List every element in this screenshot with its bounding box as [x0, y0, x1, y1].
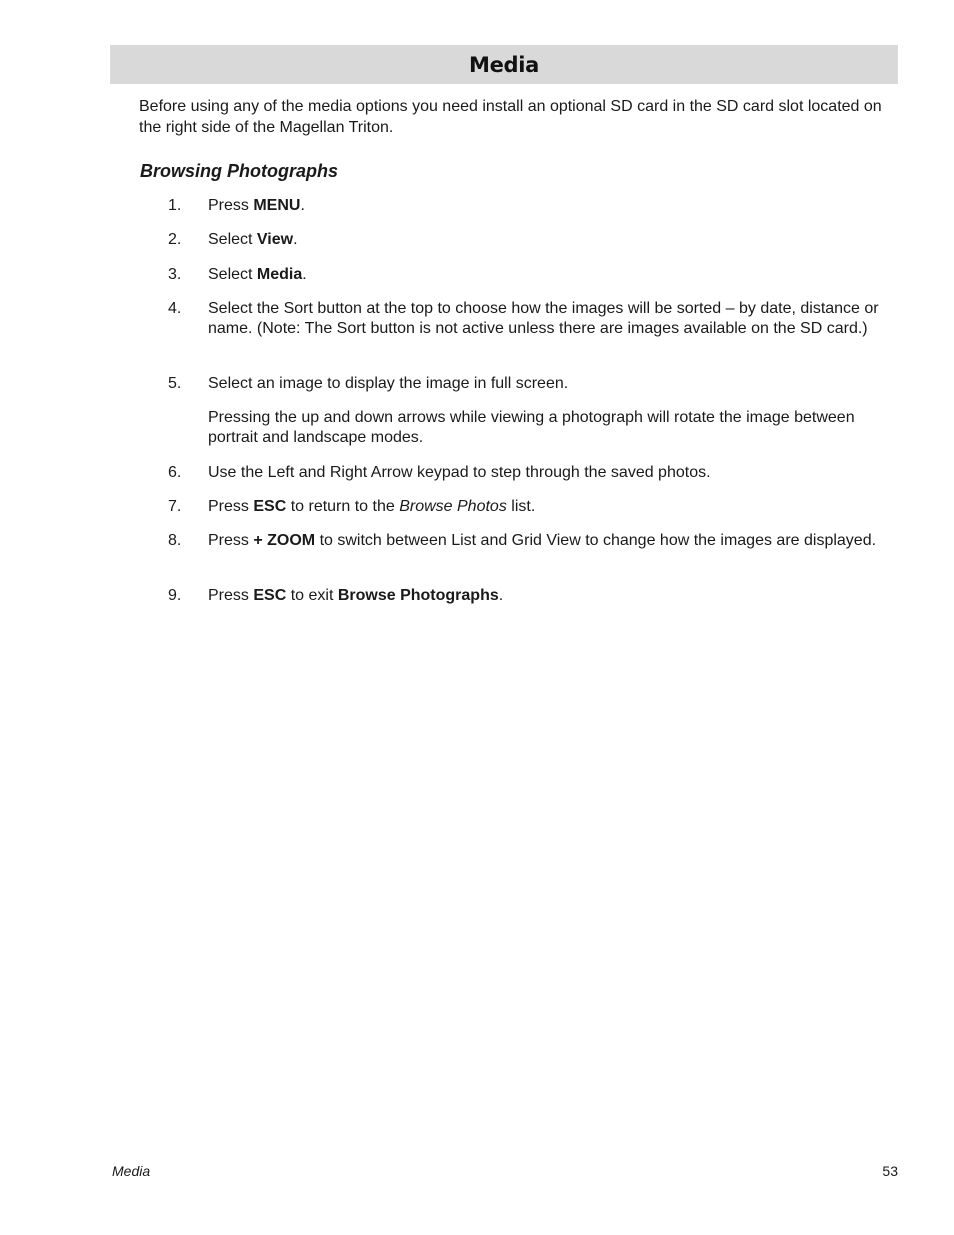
step-text: [208, 230, 898, 250]
subheading: Browsing Photographs: [140, 161, 338, 181]
step-text-segment: to return to the: [286, 498, 400, 515]
footer-section-name: Media: [112, 1163, 151, 1179]
step-text: [208, 531, 898, 551]
step-text-segment: .: [300, 197, 305, 214]
step-number: 8.: [168, 532, 182, 549]
step-text-segment: .: [293, 231, 298, 248]
step-text-segment: Press: [208, 498, 254, 515]
step-number: 5.: [168, 375, 182, 392]
step-number: 1.: [168, 197, 182, 214]
step-text: [208, 463, 898, 483]
step-text-segment: Select the Sort button at the top to choose how the images will be sorted – by date, distance or name. (Note: The Sort button is not active unless there are images available on the SD card.): [208, 300, 879, 337]
step-text-segment: to exit: [286, 587, 338, 604]
step-text-segment: Select: [208, 231, 257, 248]
step-text: [208, 299, 898, 339]
step-number: 4.: [168, 300, 182, 317]
italic-term: Browse Photos: [399, 498, 507, 515]
bold-term: ESC: [253, 587, 287, 604]
step-5-note: Pressing the up and down arrows while viewing a photograph will rotate the image between portrait and landscape modes.: [208, 409, 855, 446]
bold-term: ESC: [253, 498, 287, 515]
step-text-segment: Use the Left and Right Arrow keypad to step through the saved photos.: [208, 464, 711, 481]
step-text-segment: .: [302, 266, 307, 283]
bold-term: View: [256, 231, 294, 248]
step-text-segment: to switch between List and Grid View to change how the images are displayed.: [315, 532, 877, 549]
step-text: [208, 196, 898, 216]
step-text-segment: list.: [506, 498, 536, 515]
bold-term: + ZOOM: [253, 532, 316, 549]
step-text-segment: .: [498, 587, 504, 604]
page-number: 53: [882, 1163, 898, 1179]
bold-term: Media: [256, 266, 303, 283]
step-number: 9.: [168, 587, 182, 604]
step-number: 2.: [168, 231, 182, 248]
section-title: Media: [468, 52, 540, 77]
step-text: [208, 586, 898, 606]
step-text-segment: Select: [208, 266, 257, 283]
step-number: 7.: [168, 498, 182, 515]
step-text-segment: Press: [208, 197, 254, 214]
section-header: [110, 45, 898, 84]
step-text: [208, 265, 898, 285]
step-text: [208, 374, 898, 394]
bold-term: MENU: [253, 197, 301, 214]
step-number: 3.: [168, 266, 182, 283]
step-number: 6.: [168, 464, 182, 481]
step-text-segment: Press: [208, 532, 254, 549]
step-text: [208, 497, 898, 517]
intro-paragraph: Before using any of the media options you need install an optional SD card in the SD card slot located on the right side of the Magellan Triton.: [139, 98, 882, 136]
step-text-segment: Press: [208, 587, 254, 604]
step-text-segment: Select an image to display the image in full screen.: [208, 375, 569, 392]
bold-term: Browse Photographs: [337, 587, 499, 604]
